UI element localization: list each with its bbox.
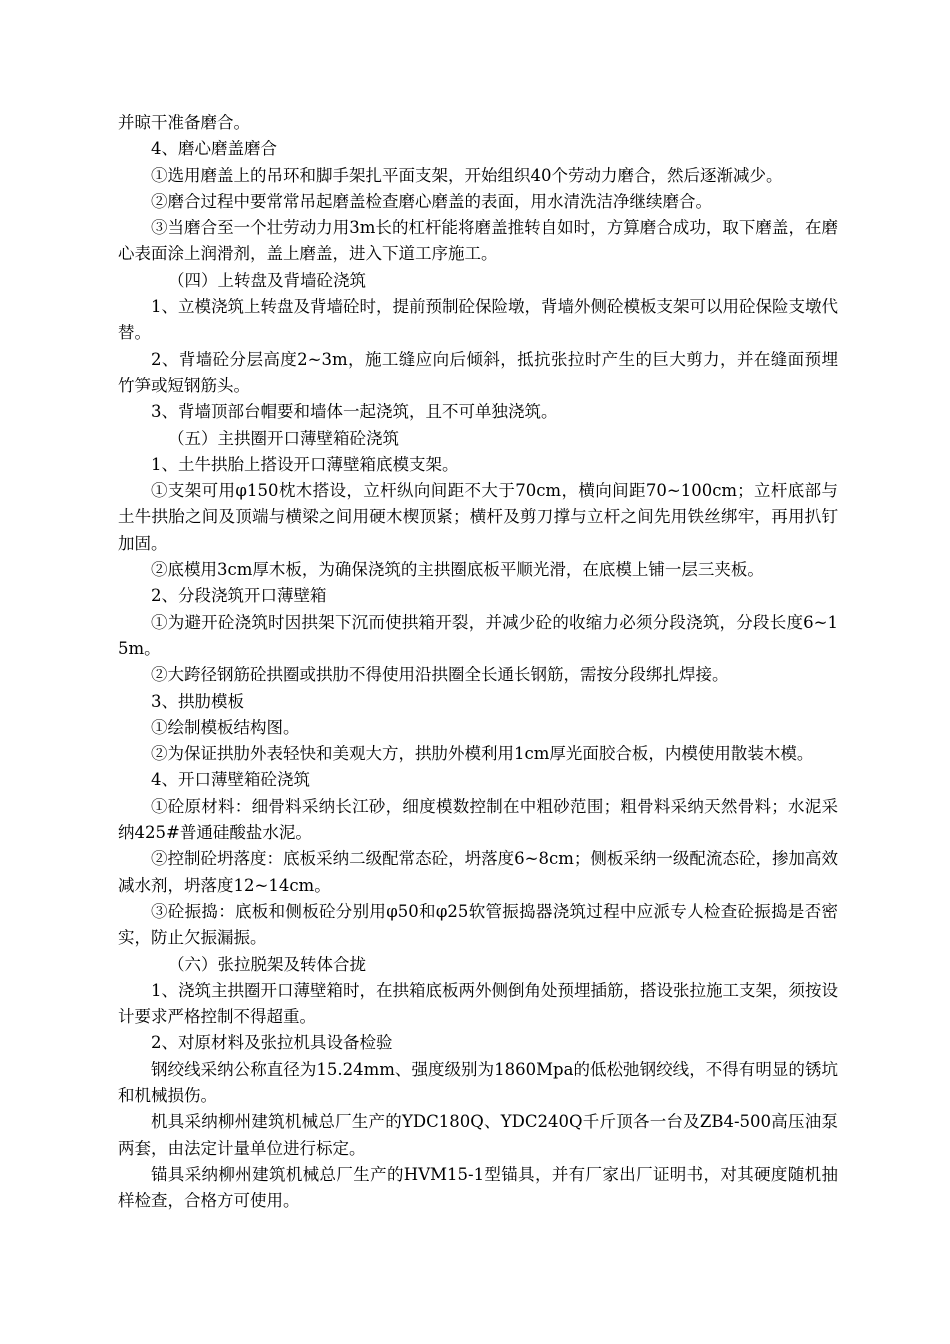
paragraph: （五）主拱圈开口薄壁箱砼浇筑	[168, 428, 399, 448]
paragraph: 并晾干准备磨合。	[118, 113, 250, 132]
paragraph: 机具采纳柳州建筑机械总厂生产的YDC180Q、YDC240Q千斤顶各一台及ZB4-500高压油泵两套，由法定计量单位进行标定。	[118, 1112, 838, 1158]
paragraph: ②控制砼坍落度：底板采纳二级配常态砼，坍落度6~8cm；侧板采纳一级配流态砼，掺加高效减水剂，坍落度12~14cm。	[118, 849, 838, 895]
paragraph: 3、拱肋模板	[151, 691, 244, 711]
paragraph: ①绘制模板结构图。	[151, 717, 300, 737]
paragraph: 锚具采纳柳州建筑机械总厂生产的HVM15-1型锚具，并有厂家出厂证明书，对其硬度随机抽样检查，合格方可使用。	[118, 1164, 838, 1211]
paragraph: （四）上转盘及背墙砼浇筑	[168, 270, 366, 290]
paragraph: 钢绞线采纳公称直径为15.24mm、强度级别为1860Mpa的低松弛钢绞线，不得有明显的锈坑和机械损伤。	[118, 1059, 838, 1105]
paragraph: ②磨合过程中要常常吊起磨盖检查磨心磨盖的表面，用水清洗洁净继续磨合。	[151, 191, 712, 211]
document-body	[118, 110, 838, 1214]
paragraph: ①支架可用φ150枕木搭设，立杆纵向间距不大于70cm，横向间距70~100cm；立杆底部与土牛拱胎之间及顶端与横梁之间用硬木楔顶紧；横杆及剪刀撑与立杆之间先用铁丝绑牢，再用扒钉加固。	[118, 481, 838, 553]
paragraph: ②底模用3cm厚木板，为确保浇筑的主拱圈底板平顺光滑，在底模上铺一层三夹板。	[151, 560, 764, 580]
paragraph: 2、对原材料及张拉机具设备检验	[151, 1033, 393, 1053]
paragraph: 1、立模浇筑上转盘及背墙砼时，提前预制砼保险墩，背墙外侧砼模板支架可以用砼保险支墩代替。	[118, 297, 838, 343]
paragraph: ②为保证拱肋外表轻快和美观大方，拱肋外模利用1cm厚光面胶合板，内模使用散装木模。	[151, 744, 814, 764]
paragraph: 4、开口薄壁箱砼浇筑	[151, 770, 310, 790]
paragraph: ③当磨合至一个壮劳动力用3m长的杠杆能将磨盖推转自如时，方算磨合成功，取下磨盖，在磨心表面涂上润滑剂，盖上磨盖，进入下道工序施工。	[118, 218, 838, 264]
paragraph: ②大跨径钢筋砼拱圈或拱肋不得使用沿拱圈全长通长钢筋，需按分段绑扎焊接。	[151, 665, 729, 685]
paragraph: （六）张拉脱架及转体合拢	[168, 954, 366, 974]
paragraph: 2、背墙砼分层高度2~3m，施工缝应向后倾斜，抵抗张拉时产生的巨大剪力，并在缝面预埋竹笋或短钢筋头。	[118, 349, 838, 395]
paragraph: 1、土牛拱胎上搭设开口薄壁箱底模支架。	[151, 454, 459, 474]
paragraph: ①砼原材料：细骨料采纳长江砂，细度模数控制在中粗砂范围；粗骨料采纳天然骨料；水泥采纳425#普通硅酸盐水泥。	[118, 796, 838, 843]
paragraph: ①为避开砼浇筑时因拱架下沉而使拱箱开裂，并减少砼的收缩力必须分段浇筑，分段长度6~15m。	[118, 612, 838, 658]
paragraph: 2、分段浇筑开口薄壁箱	[151, 586, 327, 606]
paragraph: ①选用磨盖上的吊环和脚手架扎平面支架，开始组织40个劳动力磨合，然后逐渐减少。	[151, 165, 783, 185]
paragraph: 4、磨心磨盖磨合	[151, 139, 277, 159]
paragraph: 3、背墙顶部台帽要和墙体一起浇筑，且不可单独浇筑。	[151, 402, 558, 422]
paragraph: 1、浇筑主拱圈开口薄壁箱时，在拱箱底板两外侧倒角处预埋插筋，搭设张拉施工支架，须按设计要求严格控制不得超重。	[118, 980, 838, 1027]
paragraph: ③砼振捣：底板和侧板砼分别用φ50和φ25软管振捣器浇筑过程中应派专人检查砼振捣是否密实，防止欠振漏振。	[118, 901, 838, 948]
